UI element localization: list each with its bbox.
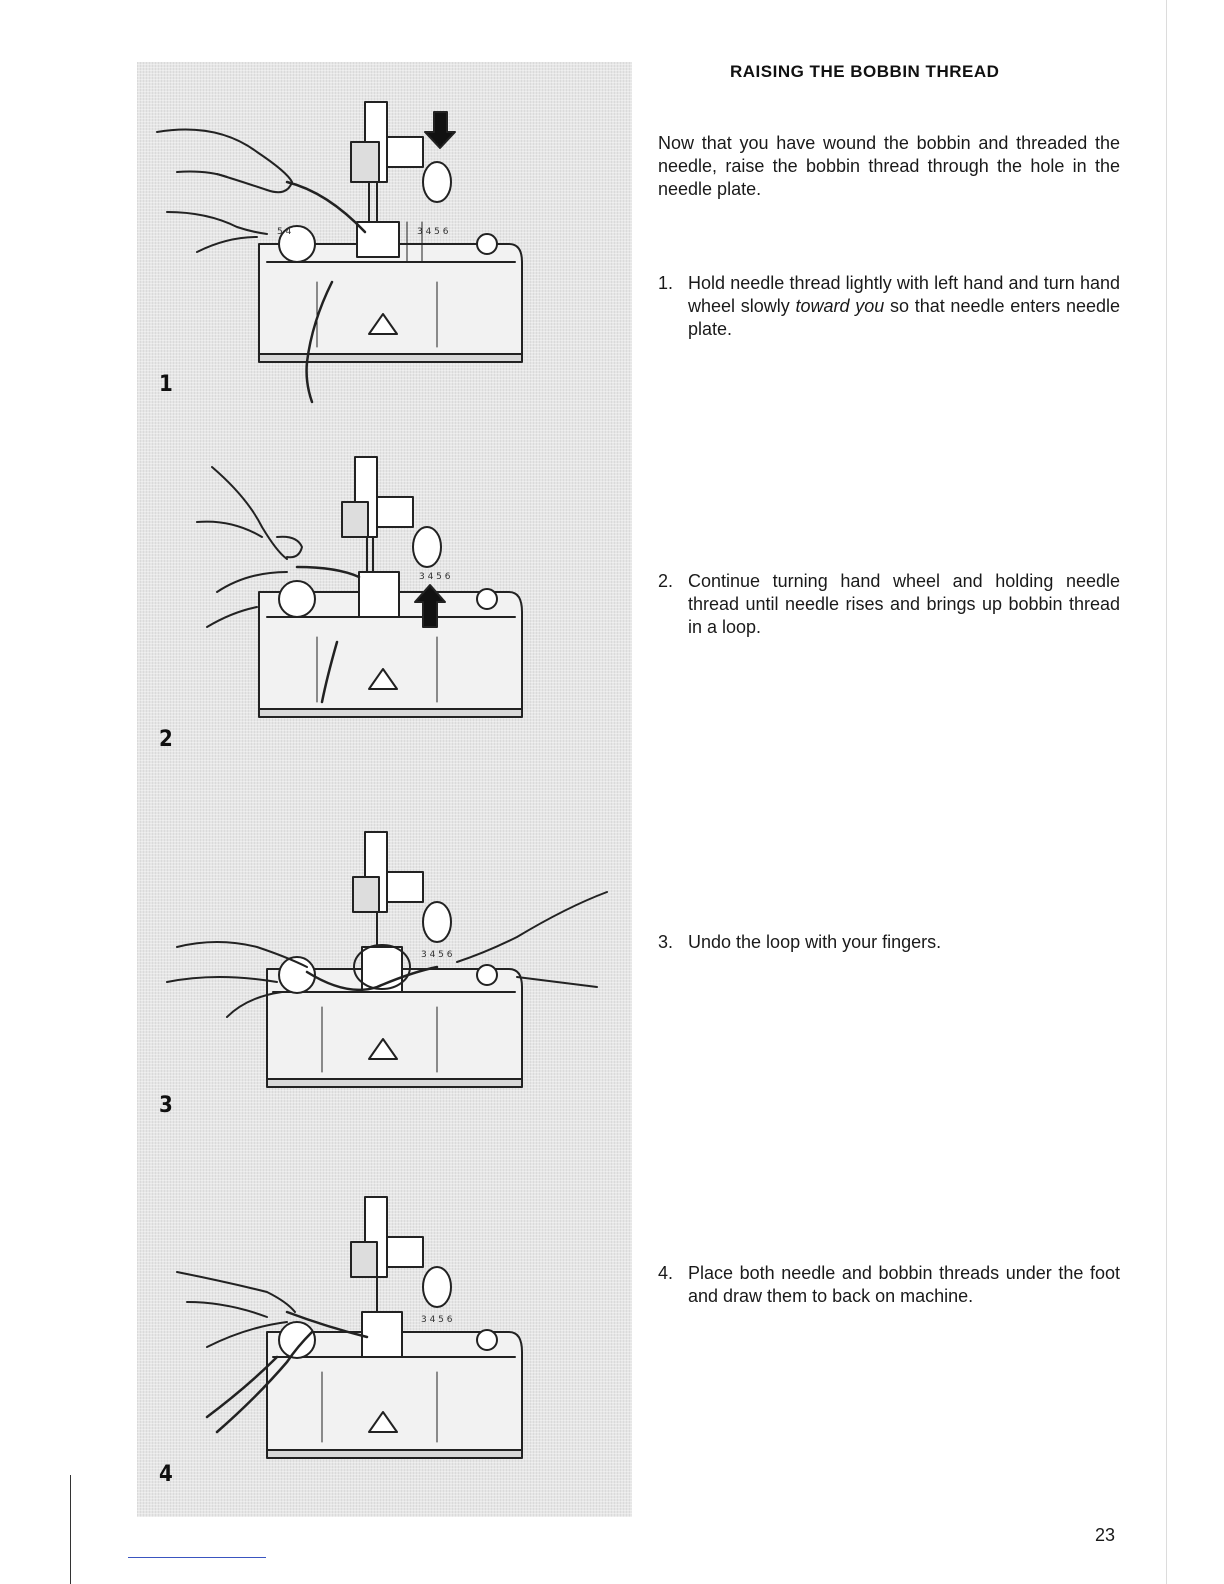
step-text: Continue turning hand wheel and holding needle thread until needle rises and brings up bobbin thread in a loop. — [688, 571, 1120, 637]
section-heading: RAISING THE BOBBIN THREAD — [730, 62, 1000, 81]
figure-label-4: 4 — [159, 1462, 173, 1487]
page-number: 23 — [1095, 1525, 1116, 1545]
figure-4 — [137, 1162, 632, 1517]
bottom-rule — [128, 1557, 266, 1558]
scan-edge-line — [1166, 0, 1167, 1584]
svg-text:3 4 5 6: 3 4 5 6 — [419, 572, 451, 582]
step-3 — [658, 931, 1120, 954]
step-text: Undo the loop with your fingers. — [688, 932, 942, 952]
step-number: 1. — [658, 273, 674, 293]
step-number: 3. — [658, 932, 674, 952]
intro-paragraph: Now that you have wound the bobbin and threaded the needle, raise the bobbin thread through the hole in the needle plate. — [658, 133, 1120, 199]
figure-2 — [137, 427, 632, 782]
sewing-machine-illustration-1 — [137, 62, 632, 417]
illustration-column — [137, 62, 632, 1517]
step-number: 4. — [658, 1263, 674, 1283]
sewing-machine-illustration-4 — [137, 1162, 632, 1517]
svg-text:3 4 5 6: 3 4 5 6 — [421, 1315, 453, 1325]
svg-text:3 4 5 6: 3 4 5 6 — [417, 227, 449, 237]
step-text: Hold needle thread lightly with left hand and turn hand wheel slowly toward you so that needle enters needle plate. — [688, 273, 1120, 339]
svg-text:3 4 5 6: 3 4 5 6 — [421, 950, 453, 960]
step-text: Place both needle and bobbin threads under the foot and draw them to back on machine. — [688, 1263, 1120, 1306]
figure-label-1: 1 — [159, 372, 173, 397]
figure-label-3: 3 — [159, 1093, 173, 1118]
step-number: 2. — [658, 571, 674, 591]
figure-1 — [137, 62, 632, 417]
sewing-machine-illustration-3 — [137, 797, 632, 1152]
figure-3 — [137, 797, 632, 1152]
step-4 — [658, 1262, 1120, 1308]
sewing-machine-illustration-2 — [137, 427, 632, 782]
step-2 — [658, 570, 1120, 639]
step-emphasis: toward you — [795, 296, 885, 316]
figure-label-2: 2 — [159, 727, 173, 752]
step-1 — [658, 272, 1120, 341]
svg-text:5 4: 5 4 — [277, 227, 292, 237]
margin-mark — [70, 1475, 71, 1584]
